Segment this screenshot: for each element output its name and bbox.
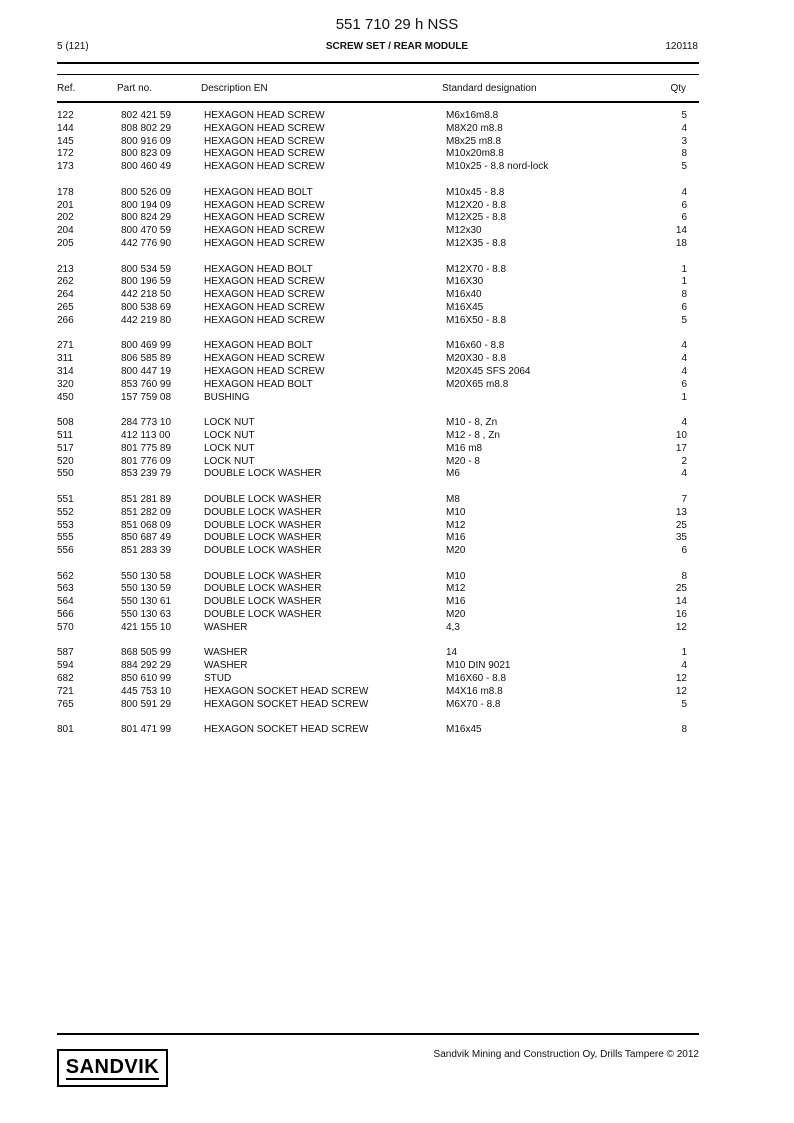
cell-ref: 555	[57, 532, 74, 544]
cell-standard: M10x45 - 8.8	[446, 186, 505, 198]
table-row	[0, 583, 794, 596]
cell-description: HEXAGON HEAD SCREW	[204, 135, 325, 147]
cell-part-no: 853 239 79	[121, 468, 172, 480]
cell-description: HEXAGON HEAD SCREW	[204, 276, 325, 288]
cell-part-no: 801 471 99	[121, 724, 172, 736]
cell-description: HEXAGON SOCKET HEAD SCREW	[204, 724, 369, 736]
cell-ref: 145	[57, 135, 74, 147]
cell-description: DOUBLE LOCK WASHER	[204, 493, 322, 505]
cell-ref: 204	[57, 225, 74, 237]
table-row	[0, 289, 794, 302]
cell-ref: 801	[57, 724, 74, 736]
cell-description: WASHER	[204, 660, 248, 672]
cell-description: HEXAGON HEAD SCREW	[204, 289, 325, 301]
cell-description: WASHER	[204, 647, 248, 659]
cell-description: DOUBLE LOCK WASHER	[204, 609, 322, 621]
cell-qty: 4	[681, 417, 687, 429]
cell-part-no: 850 687 49	[121, 532, 172, 544]
cell-ref: 311	[57, 353, 73, 365]
cell-ref: 271	[57, 340, 74, 352]
cell-ref: 682	[57, 673, 74, 685]
cell-qty: 5	[681, 161, 687, 173]
cell-qty: 5	[681, 698, 687, 710]
cell-standard: M16	[446, 596, 466, 608]
table-row	[0, 366, 794, 379]
table-row	[0, 212, 794, 225]
cell-qty: 4	[681, 340, 687, 352]
cell-description: DOUBLE LOCK WASHER	[204, 596, 322, 608]
cell-qty: 8	[681, 289, 687, 301]
column-header-description: Description EN	[201, 83, 268, 94]
cell-description: HEXAGON HEAD SCREW	[204, 365, 325, 377]
cell-standard: M10	[446, 506, 466, 518]
cell-part-no: 868 505 99	[121, 647, 172, 659]
cell-description: DOUBLE LOCK WASHER	[204, 468, 322, 480]
table-row	[0, 264, 794, 277]
cell-part-no: 442 776 90	[121, 237, 172, 249]
cell-standard: 4,3	[446, 621, 460, 633]
cell-standard: M16X60 - 8.8	[446, 673, 507, 685]
table-header-bottom-rule	[57, 101, 699, 103]
cell-ref: 122	[57, 110, 74, 121]
cell-qty: 4	[681, 353, 687, 365]
cell-qty: 4	[681, 122, 687, 134]
cell-qty: 5	[681, 314, 687, 326]
cell-qty: 25	[675, 519, 687, 531]
cell-qty: 8	[681, 148, 687, 160]
cell-part-no: 851 281 89	[121, 493, 172, 505]
table-row	[0, 545, 794, 558]
column-header-ref: Ref.	[57, 83, 76, 94]
cell-part-no: 800 447 19	[121, 365, 172, 377]
cell-part-no: 851 283 39	[121, 545, 172, 557]
cell-standard: M10x25 - 8.8 nord-lock	[446, 161, 549, 173]
cell-ref: 570	[57, 621, 74, 633]
cell-ref: 178	[57, 186, 74, 198]
cell-ref: 173	[57, 161, 74, 173]
cell-description: HEXAGON HEAD BOLT	[204, 263, 313, 275]
cell-description: DOUBLE LOCK WASHER	[204, 570, 322, 582]
cell-description: LOCK NUT	[204, 429, 255, 441]
cell-part-no: 284 773 10	[121, 417, 172, 429]
cell-qty: 8	[681, 724, 687, 736]
table-row	[0, 443, 794, 456]
cell-standard: M16 m8	[446, 442, 483, 454]
cell-part-no: 801 775 89	[121, 442, 172, 454]
cell-standard: M6X70 - 8.8	[446, 698, 501, 710]
cell-qty: 16	[675, 609, 687, 621]
cell-ref: 202	[57, 212, 74, 224]
cell-ref: 550	[57, 468, 74, 480]
cell-ref: 517	[57, 442, 74, 454]
column-header-qty: Qty	[670, 83, 686, 94]
cell-qty: 13	[675, 506, 687, 518]
cell-part-no: 850 610 99	[121, 673, 172, 685]
cell-ref: 553	[57, 519, 74, 531]
cell-qty: 17	[675, 442, 687, 454]
cell-part-no: 800 196 59	[121, 276, 172, 288]
table-row	[0, 596, 794, 609]
cell-description: HEXAGON HEAD SCREW	[204, 148, 325, 160]
cell-part-no: 806 585 89	[121, 353, 172, 365]
cell-qty: 12	[675, 621, 687, 633]
cell-description: HEXAGON HEAD BOLT	[204, 186, 313, 198]
cell-standard: M16X50 - 8.8	[446, 314, 507, 326]
cell-description: LOCK NUT	[204, 417, 255, 429]
cell-part-no: 421 155 10	[121, 621, 172, 633]
cell-part-no: 550 130 63	[121, 609, 172, 621]
table-row	[0, 430, 794, 443]
cell-standard: M8X20 m8.8	[446, 122, 503, 134]
cell-description: DOUBLE LOCK WASHER	[204, 545, 322, 557]
cell-description: HEXAGON SOCKET HEAD SCREW	[204, 698, 369, 710]
cell-standard: M20	[446, 545, 466, 557]
cell-qty: 12	[675, 673, 687, 685]
cell-standard: M16X30	[446, 276, 484, 288]
cell-standard: M12X35 - 8.8	[446, 237, 507, 249]
cell-ref: 520	[57, 455, 74, 467]
cell-ref: 213	[57, 263, 74, 275]
cell-qty: 3	[681, 135, 687, 147]
cell-standard: M16X45	[446, 301, 484, 313]
cell-ref: 551	[57, 493, 74, 505]
cell-ref: 265	[57, 301, 74, 313]
cell-qty: 7	[681, 493, 687, 505]
table-row	[0, 302, 794, 315]
table-row	[0, 276, 794, 289]
cell-ref: 264	[57, 289, 74, 301]
table-row	[0, 161, 794, 174]
table-row	[0, 647, 794, 660]
cell-qty: 6	[681, 545, 687, 557]
cell-part-no: 800 526 09	[121, 186, 172, 198]
cell-qty: 4	[681, 186, 687, 198]
cell-qty: 6	[681, 378, 687, 390]
cell-ref: 563	[57, 583, 74, 595]
page-number: 5 (121)	[57, 41, 89, 52]
cell-qty: 6	[681, 301, 687, 313]
cell-standard: M20X30 - 8.8	[446, 353, 507, 365]
cell-qty: 6	[681, 199, 687, 211]
cell-standard: M12X70 - 8.8	[446, 263, 507, 275]
cell-ref: 508	[57, 417, 74, 429]
cell-description: HEXAGON HEAD SCREW	[204, 110, 325, 121]
cell-qty: 5	[681, 110, 687, 121]
cell-ref: 556	[57, 545, 74, 557]
cell-qty: 14	[675, 596, 687, 608]
table-row	[0, 238, 794, 251]
logo-text: SANDVIK	[65, 1056, 160, 1078]
cell-standard: M12	[446, 519, 466, 531]
cell-description: HEXAGON HEAD SCREW	[204, 301, 325, 313]
cell-qty: 4	[681, 365, 687, 377]
cell-part-no: 853 760 99	[121, 378, 172, 390]
table-row	[0, 379, 794, 392]
cell-part-no: 800 916 09	[121, 135, 172, 147]
cell-standard: M20 - 8	[446, 455, 480, 467]
cell-part-no: 800 194 09	[121, 199, 172, 211]
cell-part-no: 412 113 00	[121, 429, 171, 441]
cell-ref: 564	[57, 596, 74, 608]
cell-qty: 4	[681, 660, 687, 672]
cell-qty: 10	[675, 429, 687, 441]
cell-standard: M12x30	[446, 225, 482, 237]
column-header-standard: Standard designation	[442, 83, 537, 94]
cell-part-no: 802 421 59	[121, 110, 172, 121]
cell-standard: M6	[446, 468, 460, 480]
column-header-part: Part no.	[117, 83, 153, 94]
cell-description: HEXAGON HEAD BOLT	[204, 340, 313, 352]
cell-qty: 1	[681, 647, 687, 659]
cell-qty: 2	[681, 455, 687, 467]
table-row	[0, 622, 794, 635]
cell-description: BUSHING	[204, 391, 250, 403]
parts-table	[0, 110, 794, 737]
cell-standard: M12	[446, 583, 466, 595]
cell-part-no: 808 802 29	[121, 122, 172, 134]
table-row	[0, 686, 794, 699]
table-row	[0, 520, 794, 533]
cell-description: HEXAGON HEAD SCREW	[204, 237, 325, 249]
cell-description: DOUBLE LOCK WASHER	[204, 532, 322, 544]
cell-ref: 566	[57, 609, 74, 621]
cell-ref: 511	[57, 429, 73, 441]
cell-standard: 14	[446, 647, 458, 659]
cell-ref: 765	[57, 698, 74, 710]
table-row	[0, 225, 794, 238]
table-row	[0, 532, 794, 545]
cell-ref: 587	[57, 647, 74, 659]
table-row	[0, 507, 794, 520]
cell-part-no: 884 292 29	[121, 660, 172, 672]
cell-ref: 552	[57, 506, 74, 518]
cell-ref: 450	[57, 391, 74, 403]
cell-description: LOCK NUT	[204, 455, 255, 467]
document-title: 551 710 29 h NSS	[335, 16, 459, 33]
table-row	[0, 609, 794, 622]
cell-description: DOUBLE LOCK WASHER	[204, 583, 322, 595]
document-subtitle: SCREW SET / REAR MODULE	[325, 41, 469, 52]
table-row	[0, 123, 794, 136]
cell-qty: 4	[681, 468, 687, 480]
header-divider	[57, 62, 699, 64]
cell-description: HEXAGON HEAD SCREW	[204, 122, 325, 134]
cell-standard: M10	[446, 570, 466, 582]
table-row	[0, 353, 794, 366]
cell-ref: 201	[57, 199, 74, 211]
table-row	[0, 673, 794, 686]
table-row	[0, 660, 794, 673]
cell-standard: M6x16m8.8	[446, 110, 499, 121]
cell-part-no: 442 219 80	[121, 314, 172, 326]
cell-standard: M10 DIN 9021	[446, 660, 511, 672]
cell-ref: 172	[57, 148, 74, 160]
cell-standard: M10 - 8, Zn	[446, 417, 498, 429]
table-row	[0, 468, 794, 481]
cell-standard: M16x45	[446, 724, 482, 736]
table-row	[0, 699, 794, 712]
cell-description: WASHER	[204, 621, 248, 633]
cell-ref: 320	[57, 378, 74, 390]
cell-qty: 6	[681, 212, 687, 224]
cell-ref: 262	[57, 276, 74, 288]
cell-ref: 266	[57, 314, 74, 326]
cell-ref: 144	[57, 122, 74, 134]
cell-qty: 8	[681, 570, 687, 582]
table-header-top-rule	[57, 74, 699, 75]
cell-description: HEXAGON HEAD SCREW	[204, 212, 325, 224]
cell-standard: M16x40	[446, 289, 482, 301]
cell-description: DOUBLE LOCK WASHER	[204, 506, 322, 518]
table-row	[0, 200, 794, 213]
cell-part-no: 442 218 50	[121, 289, 172, 301]
table-row	[0, 340, 794, 353]
table-row	[0, 187, 794, 200]
cell-part-no: 851 282 09	[121, 506, 172, 518]
cell-standard: M20X65 m8.8	[446, 378, 509, 390]
cell-standard: M20	[446, 609, 466, 621]
cell-part-no: 800 824 29	[121, 212, 172, 224]
cell-part-no: 445 753 10	[121, 685, 172, 697]
cell-part-no: 800 823 09	[121, 148, 172, 160]
cell-part-no: 800 591 29	[121, 698, 172, 710]
cell-ref: 721	[57, 685, 74, 697]
cell-part-no: 157 759 08	[121, 391, 172, 403]
cell-ref: 594	[57, 660, 74, 672]
document-date: 120118	[665, 41, 698, 52]
sandvik-logo	[57, 1049, 168, 1087]
cell-part-no: 800 470 59	[121, 225, 172, 237]
cell-part-no: 851 068 09	[121, 519, 172, 531]
cell-standard: M8	[446, 493, 460, 505]
cell-part-no: 801 776 09	[121, 455, 172, 467]
cell-standard: M12X25 - 8.8	[446, 212, 507, 224]
cell-qty: 1	[681, 276, 687, 288]
cell-part-no: 800 469 99	[121, 340, 172, 352]
cell-standard: M10x20m8.8	[446, 148, 504, 160]
cell-standard: M8x25 m8.8	[446, 135, 502, 147]
table-row	[0, 571, 794, 584]
cell-ref: 205	[57, 237, 74, 249]
footer-divider	[57, 1033, 699, 1035]
table-row	[0, 315, 794, 328]
cell-description: STUD	[204, 673, 232, 685]
cell-description: HEXAGON HEAD SCREW	[204, 161, 325, 173]
cell-description: HEXAGON HEAD SCREW	[204, 225, 325, 237]
table-row	[0, 494, 794, 507]
cell-part-no: 800 534 59	[121, 263, 172, 275]
cell-standard: M16x60 - 8.8	[446, 340, 505, 352]
cell-ref: 562	[57, 570, 74, 582]
cell-qty: 18	[675, 237, 687, 249]
cell-description: HEXAGON SOCKET HEAD SCREW	[204, 685, 369, 697]
cell-part-no: 550 130 59	[121, 583, 172, 595]
cell-description: HEXAGON HEAD BOLT	[204, 378, 313, 390]
table-row	[0, 148, 794, 161]
cell-standard: M12X20 - 8.8	[446, 199, 507, 211]
table-row	[0, 456, 794, 469]
cell-description: HEXAGON HEAD SCREW	[204, 314, 325, 326]
table-row	[0, 136, 794, 149]
cell-ref: 314	[57, 365, 74, 377]
cell-part-no: 550 130 58	[121, 570, 172, 582]
cell-part-no: 800 538 69	[121, 301, 172, 313]
cell-description: HEXAGON HEAD SCREW	[204, 353, 325, 365]
table-row	[0, 392, 794, 405]
table-row	[0, 724, 794, 737]
cell-standard: M16	[446, 532, 466, 544]
cell-description: HEXAGON HEAD SCREW	[204, 199, 325, 211]
cell-standard: M4X16 m8.8	[446, 685, 503, 697]
cell-part-no: 800 460 49	[121, 161, 172, 173]
cell-description: DOUBLE LOCK WASHER	[204, 519, 322, 531]
cell-qty: 25	[675, 583, 687, 595]
cell-standard: M12 - 8 , Zn	[446, 429, 500, 441]
cell-qty: 14	[675, 225, 687, 237]
cell-qty: 35	[675, 532, 687, 544]
cell-standard: M20X45 SFS 2064	[446, 365, 531, 377]
cell-qty: 1	[681, 263, 687, 275]
cell-description: LOCK NUT	[204, 442, 255, 454]
cell-qty: 1	[681, 391, 687, 403]
cell-part-no: 550 130 61	[121, 596, 172, 608]
cell-qty: 12	[675, 685, 687, 697]
footer-copyright: Sandvik Mining and Construction Oy, Drills Tampere © 2012	[433, 1049, 699, 1060]
table-row	[0, 417, 794, 430]
table-row	[0, 110, 794, 123]
